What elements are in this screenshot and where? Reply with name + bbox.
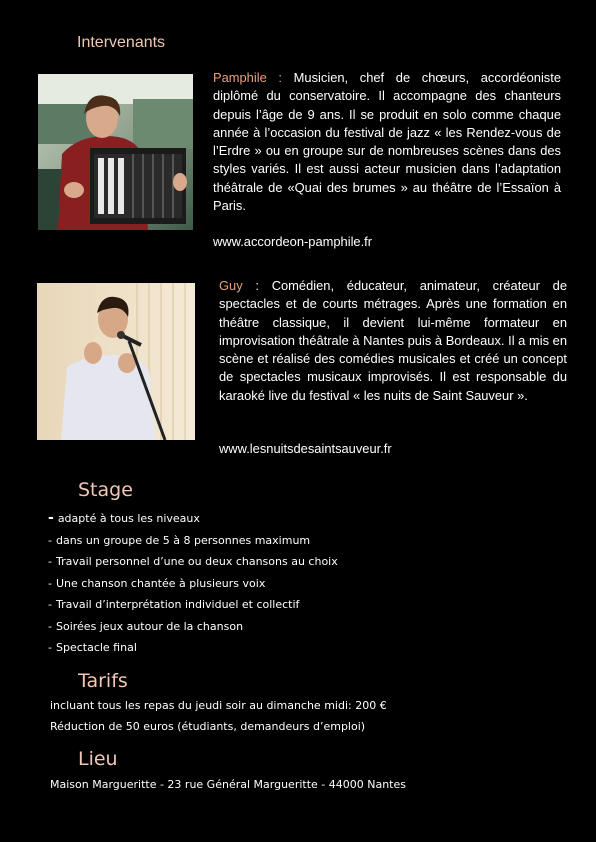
list-item: - Spectacle final (48, 641, 137, 654)
list-item: - adapté à tous les niveaux (48, 510, 200, 526)
tarifs-price-line: incluant tous les repas du jeudi soir au dimanche midi: 200 € (50, 699, 387, 712)
stage-list (48, 508, 338, 659)
list-item: - dans un groupe de 5 à 8 personnes maximum (48, 533, 311, 547)
pamphile-website-link[interactable]: www.accordeon-pamphile.fr (213, 234, 373, 249)
lieu-address: Maison Margueritte - 23 rue Général Margueritte - 44000 Nantes (50, 778, 406, 791)
pamphile-bio (213, 69, 561, 215)
pamphile-name: Pamphile : (213, 70, 282, 85)
pamphile-photo (38, 74, 193, 230)
tarifs-heading: Tarifs (78, 670, 128, 692)
list-item: - Une chanson chantée à plusieurs voix (48, 576, 266, 590)
stage-heading: Stage (78, 479, 133, 501)
pamphile-bio-text: Musicien, chef de chœurs, accordéoniste diplômé du conservatoire. Il accompagne des chanteurs depuis l’âge de 9 ans. Il se produit en solo comme chaque année à l’occasion du festival de jazz « les Rendez-vous de l’Erdre » ou en groupe sur de nombreuses scènes dans des styles variés. Il est aussi acteur musicien dans l’adaptation théâtrale de «Quai des brumes » au théâtre de l’Essaïon à Paris. (213, 70, 562, 214)
intervenants-heading: Intervenants (77, 34, 166, 51)
guy-bio (219, 277, 567, 405)
lieu-heading: Lieu (78, 748, 118, 770)
guy-name: Guy (219, 278, 243, 293)
list-item: - Travail personnel d’une ou deux chansons au choix (48, 555, 338, 568)
list-item: - Soirées jeux autour de la chanson (48, 619, 244, 633)
list-item: - Travail d’interprétation individuel et collectif (48, 598, 300, 611)
guy-bio-text: : Comédien, éducateur, animateur, créateur de spectacles et de courts métrages. Après une formation en théâtre classique, il devient lui-même formateur en improvisation théâtrale à Nantes puis à Bordeaux. Il a mis en scène et réalisé des comédies musicales et créé un concept de spectacles musicaux improvisés. Il est responsable du karaoké live du festival « les nuits de Saint Sauveur ». (219, 278, 567, 403)
tarifs-discount-line: Réduction de 50 euros (étudiants, demandeurs d’emploi) (50, 720, 366, 733)
guy-website-link[interactable]: www.lesnuitsdesaintsauveur.fr (219, 441, 392, 456)
guy-photo (37, 283, 195, 440)
